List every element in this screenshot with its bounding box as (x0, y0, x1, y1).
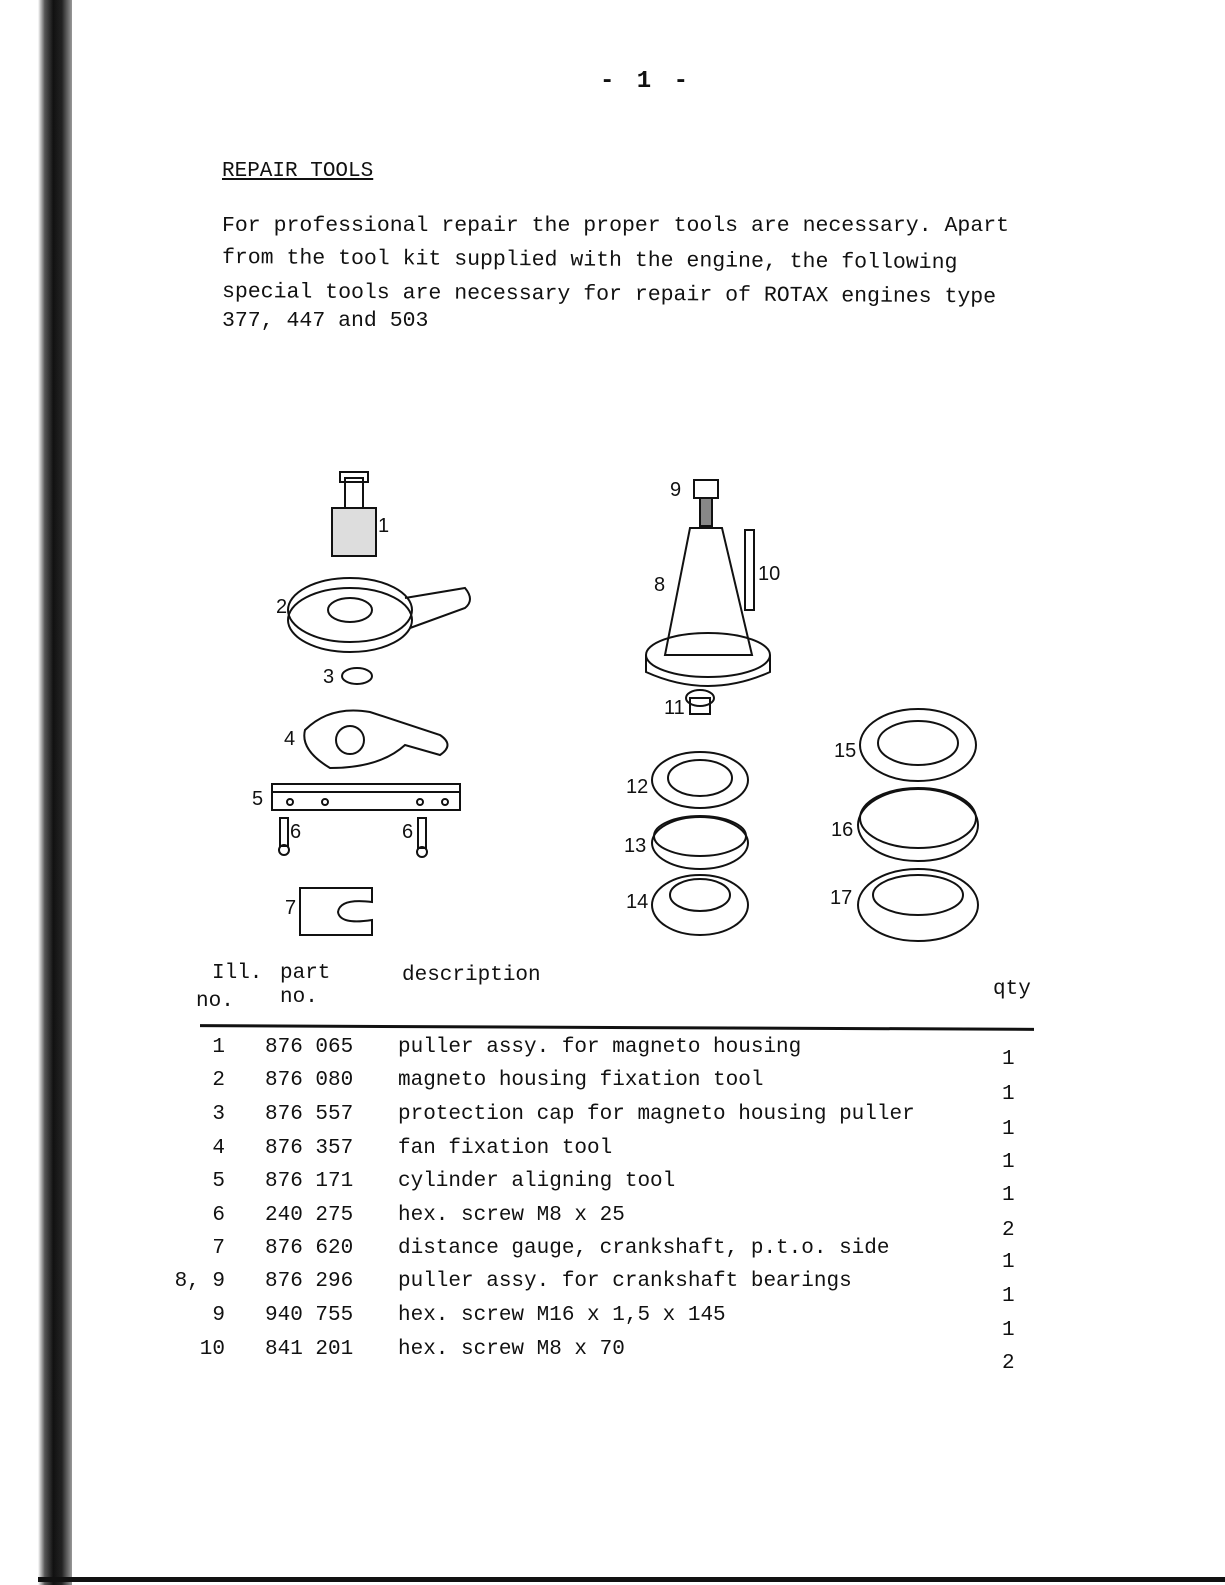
qty: 2 (1002, 1352, 1015, 1375)
part-no: 876 620 (265, 1237, 354, 1260)
callout-label: 7 (285, 897, 297, 919)
header-ill: Ill. (212, 962, 263, 985)
part-no: 876 171 (265, 1170, 354, 1193)
page-number: - 1 - (600, 68, 693, 95)
table-row (0, 1137, 1225, 1174)
ill-no: 6 (212, 1204, 225, 1227)
magneto-fixation-tool-drawing (288, 578, 470, 652)
table-row (0, 1338, 1225, 1375)
ill-no: 7 (212, 1237, 225, 1260)
description: fan fixation tool (398, 1137, 613, 1160)
ill-no: 5 (212, 1170, 225, 1193)
callout-label: 5 (252, 788, 264, 810)
bearing-cap-drawing (686, 690, 714, 714)
protection-cap-drawing (342, 668, 372, 684)
description: hex. screw M8 x 25 (398, 1204, 625, 1227)
callout-label: 13 (624, 835, 647, 857)
table-row (0, 1103, 1225, 1141)
part-no: 240 275 (265, 1204, 354, 1227)
description: cylinder aligning tool (398, 1170, 676, 1193)
ring-drawings (652, 709, 978, 941)
callout-label: 8 (654, 574, 666, 596)
qty: 1 (1002, 1184, 1015, 1207)
callout-label: 1 (378, 515, 390, 537)
callout-label: 11 (664, 697, 685, 719)
fan-fixation-tool-drawing (304, 710, 447, 768)
intro-line: from the tool kit supplied with the engine, the following (221, 246, 958, 276)
part-no: 841 201 (265, 1338, 354, 1361)
description: hex. screw M8 x 70 (398, 1338, 625, 1361)
part-no: 876 296 (265, 1270, 354, 1293)
table-row (0, 1170, 1225, 1207)
qty: 1 (1002, 1285, 1015, 1308)
table-row (0, 1237, 1225, 1274)
ill-no: 8, 9 (174, 1270, 225, 1293)
qty: 1 (1002, 1319, 1015, 1342)
part-no: 876 557 (265, 1103, 354, 1126)
header-part: part (280, 962, 331, 985)
qty: 1 (1002, 1118, 1015, 1141)
callout-label: 2 (276, 596, 288, 618)
callout-label: 9 (670, 479, 682, 501)
qty: 1 (1002, 1048, 1015, 1071)
description: puller assy. for crankshaft bearings (398, 1270, 852, 1293)
aligning-tool-drawing (272, 784, 460, 810)
intro-line: 377, 447 and 503 (222, 309, 429, 333)
header-ill: no. (196, 990, 234, 1013)
description: protection cap for magneto housing puller (398, 1103, 915, 1126)
callout-label: 6 (290, 821, 302, 843)
table-row (0, 1204, 1225, 1242)
callout-label: 10 (758, 563, 781, 585)
callout-label: 17 (830, 887, 853, 909)
intro-line: special tools are necessary for repair of ROTAX engines type (221, 280, 997, 310)
table-row (0, 1036, 1225, 1069)
callout-label: 14 (626, 891, 649, 913)
header-qty: qty (993, 978, 1031, 1001)
callout-label: 3 (323, 666, 335, 688)
qty: 1 (1002, 1251, 1015, 1274)
intro-line: For professional repair the proper tools are necessary. Apart (222, 214, 1010, 238)
description: distance gauge, crankshaft, p.t.o. side (398, 1237, 890, 1260)
header-description: description (402, 964, 541, 987)
ill-no: 1 (212, 1036, 225, 1059)
table-row (0, 1304, 1225, 1342)
callout-label: 16 (831, 819, 854, 841)
header-rule (200, 1024, 1034, 1031)
callout-label: 15 (834, 740, 857, 762)
callout-label: 4 (284, 728, 296, 750)
distance-gauge-drawing (300, 888, 372, 935)
description: puller assy. for magneto housing (398, 1036, 802, 1059)
qty: 1 (1002, 1083, 1015, 1106)
ill-no: 9 (212, 1304, 225, 1327)
part-no: 876 357 (265, 1137, 354, 1160)
section-title: REPAIR TOOLS (222, 160, 374, 183)
description: magneto housing fixation tool (398, 1069, 764, 1092)
part-no: 876 080 (265, 1069, 354, 1092)
puller-drawing (332, 472, 376, 556)
callout-label: 12 (626, 776, 649, 798)
scan-bottom-border (38, 1577, 1225, 1582)
table-row (0, 1069, 1225, 1106)
ill-no: 2 (212, 1069, 225, 1092)
ill-no: 10 (199, 1338, 225, 1361)
ill-no: 3 (212, 1103, 225, 1126)
part-no: 940 755 (265, 1304, 354, 1327)
description: hex. screw M16 x 1,5 x 145 (398, 1304, 726, 1327)
qty: 1 (1002, 1151, 1015, 1174)
table-row (0, 1270, 1225, 1308)
qty: 2 (1002, 1219, 1015, 1242)
callout-label: 6 (402, 821, 414, 843)
header-part: no. (280, 986, 318, 1009)
part-no: 876 065 (265, 1036, 354, 1059)
ill-no: 4 (212, 1137, 225, 1160)
